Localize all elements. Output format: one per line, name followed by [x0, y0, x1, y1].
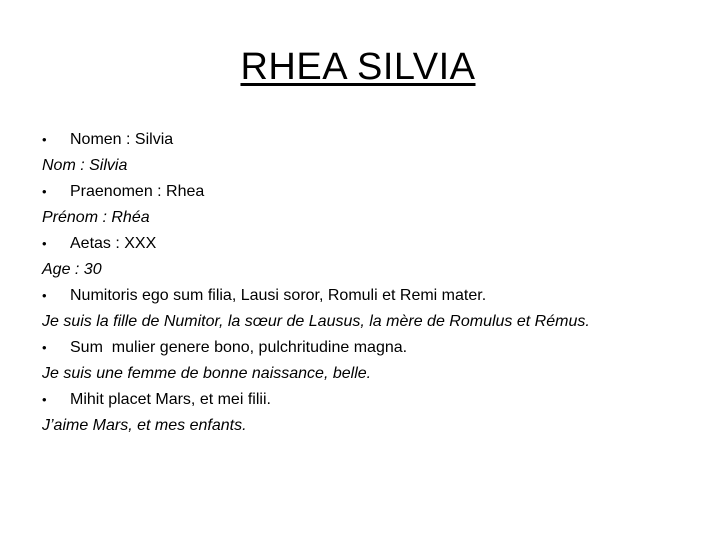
french-line-mars: J’aime Mars, et mes enfants. — [42, 417, 247, 434]
french-line-age: Age : 30 — [42, 261, 102, 278]
bullet-icon: • — [42, 184, 47, 199]
latin-line-aetas: Aetas : XXX — [70, 235, 157, 252]
latin-line-mars: Mihit placet Mars, et mei filii. — [70, 391, 271, 408]
french-line-prenom: Prénom : Rhéa — [42, 209, 150, 226]
slide-title-text: RHEA SILVIA — [240, 46, 476, 88]
latin-line-nomen: Nomen : Silvia — [70, 131, 174, 148]
bullet-item-aetas — [42, 231, 702, 257]
slide-body — [42, 127, 702, 439]
bullet-item-nomen — [42, 127, 702, 153]
slide-title — [0, 44, 716, 90]
bullet-item-praenomen — [42, 179, 702, 205]
french-line-femme: Je suis une femme de bonne naissance, belle. — [42, 365, 372, 382]
bullet-item-family — [42, 283, 702, 309]
latin-line-mulier: Sum mulier genere bono, pulchritudine magna. — [70, 339, 408, 356]
latin-line-praenomen: Praenomen : Rhea — [70, 183, 205, 200]
bullet-icon: • — [42, 132, 47, 147]
french-line-nom: Nom : Silvia — [42, 157, 128, 174]
bullet-item-mars — [42, 387, 702, 413]
bullet-item-mulier — [42, 335, 702, 361]
bullet-icon: • — [42, 340, 47, 355]
bullet-icon: • — [42, 236, 47, 251]
bullet-icon: • — [42, 288, 47, 303]
latin-line-family: Numitoris ego sum filia, Lausi soror, Romuli et Remi mater. — [70, 287, 487, 304]
bullet-icon: • — [42, 392, 47, 407]
french-line-family: Je suis la fille de Numitor, la sœur de Lausus, la mère de Romulus et Rémus. — [42, 313, 590, 330]
